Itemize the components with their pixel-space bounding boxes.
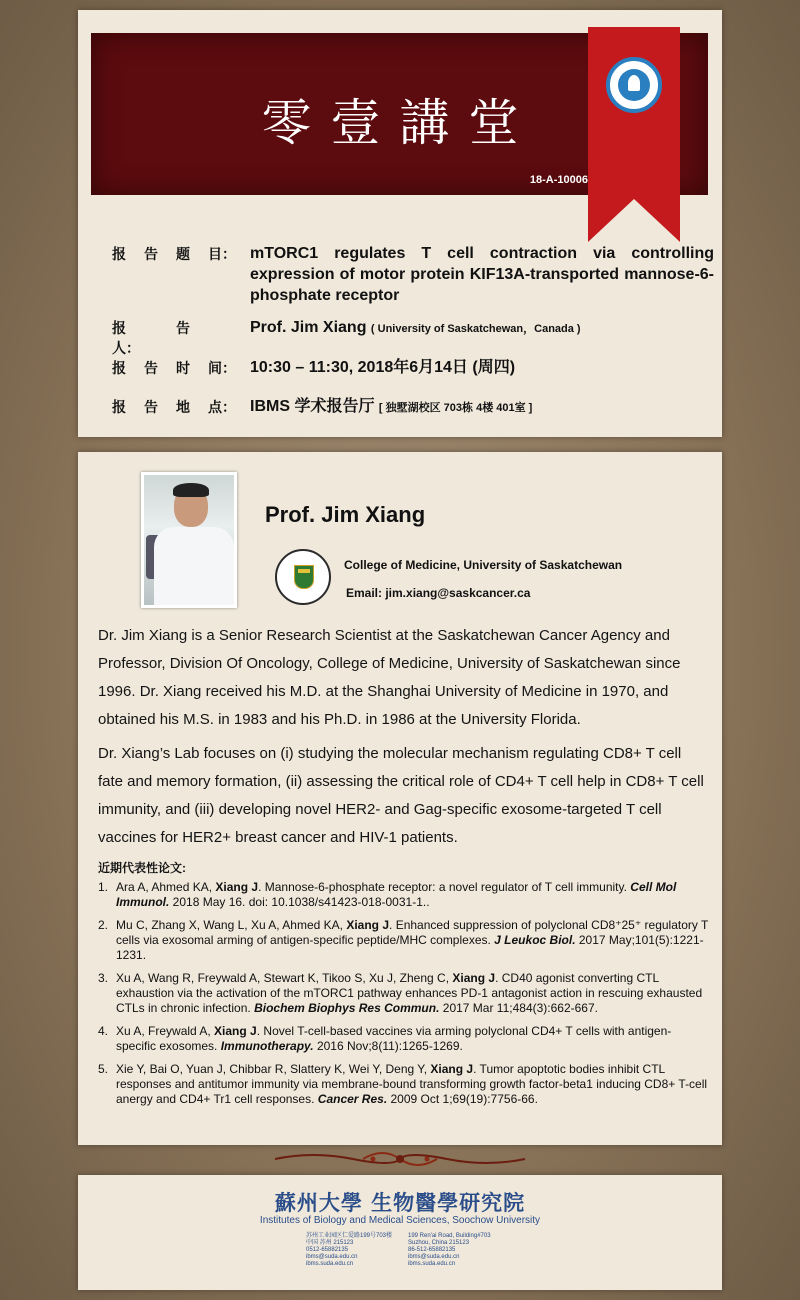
publication-item: 2. Mu C, Zhang X, Wang L, Xu A, Ahmed KA, Xiang J. Enhanced suppression of polyclonal CD8⁺25⁺ regulatory T cells via exosomal arming of antigen-specific peptide/MHC complexes. J Leukoc Biol. 2017 May;101(5):1221-1231. <box>98 918 709 962</box>
footer-card <box>78 1175 722 1290</box>
speaker-label: 报 告人： <box>112 320 190 356</box>
publication-list <box>98 880 710 1115</box>
talk-topic: mTORC1 regulates T cell contraction via controlling expression of motor protein KIF13A-transported mannose-6-phosphate receptor <box>250 245 714 304</box>
profile-name: Prof. Jim Xiang <box>265 502 426 527</box>
bio-paragraph-1: Dr. Jim Xiang is a Senior Research Scientist at the Saskatchewan Cancer Agency and Professor, Division Of Oncology, College of Medicine, University of Saskatchewan since 1996. Dr. Xiang received his M.D. at the Shanghai University of Medicine in 1970, and obtained his M.S. in 1983 and his Ph.D. in 1986 at the University Florida. <box>98 627 681 728</box>
publication-item: 5. Xie Y, Bai O, Yuan J, Chibbar R, Slattery K, Wei Y, Deng Y, Xiang J. Tumor apoptotic bodies inhibit CTL responses and antitumor immunity via membrane-bound transforming growth factor-beta1 inducing CD8+ T-cell anergy and CD4+ Tr1 cell responses. Cancer Res. 2009 Oct 1;69(19):7756-66. <box>98 1062 708 1106</box>
topic-label: 报 告 题 目： <box>112 246 236 262</box>
address-en: 199 Ren'ai Road, Building#703 Suzhou, China 215123 86-512-65882135 ibms@suda.edu.cn ibms.suda.edu.cn <box>408 1233 491 1267</box>
talk-time: 10:30 – 11:30, 2018年6月14日 (周四) <box>250 359 516 376</box>
bio-paragraph-2: Dr. Xiang’s Lab focuses on (i) studying the molecular mechanism regulating CD8+ T cell fate and memory formation, (ii) assessing the critical role of CD4+ T cell help in CD8+ T cell immunity, and (iii) developing novel HER2- and Gag-specific exosome-targeted T cell vaccines for HER2+ breast cancer and HIV-1 patients. <box>98 745 704 846</box>
place-detail: [ 独墅湖校区 703栋 4楼 401室 ] <box>378 402 533 414</box>
speaker-name: Prof. Jim Xiang <box>250 319 367 336</box>
talk-card <box>78 10 722 437</box>
publication-item: 3. Xu A, Wang R, Freywald A, Stewart K, Tikoo S, Xu J, Zheng C, Xiang J. CD40 agonist converting CTL exhaustion via the activation of the mTORC1 pathway enhances PD-1 antagonist action in rescuing exhausted CTLs in chronic infection. Biochem Biophys Res Commun. 2017 Mar 11;484(3):662-667. <box>98 971 703 1015</box>
college: College of Medicine, University of Saskatchewan <box>344 558 623 572</box>
speaker <box>250 317 714 340</box>
banner-title: 零壹講堂 <box>261 94 538 152</box>
publication-item: 1. Ara A, Ahmed KA, Xiang J. Mannose-6-phosphate receptor: a novel regulator of T cell immunity. Cell Mol Immunol. 2018 May 16. doi: 10.1038/s41423-018-0031-1.. <box>98 880 677 909</box>
institute-name-cn: 蘇州大學 生物醫學研究院 <box>274 1190 526 1215</box>
ibms-seal-icon <box>606 57 662 113</box>
usask-crest-icon <box>275 549 331 605</box>
speaker-photo <box>141 472 237 608</box>
publications-title: 近期代表性论文: <box>98 861 186 875</box>
ornament-divider-icon <box>273 1149 527 1169</box>
ribbon <box>588 27 680 242</box>
time-label: 报 告 时 间： <box>112 360 236 376</box>
place-room: IBMS 学术报告厅 <box>250 398 375 415</box>
talk-place <box>250 396 714 419</box>
place-label: 报 告 地 点： <box>112 399 236 415</box>
email: Email: jim.xiang@saskcancer.ca <box>346 586 531 600</box>
address-cn: 苏州工业园区仁爱路199号703楼 中国 苏州 215123 0512-65882135 ibms@suda.edu.cn ibms.suda.edu.cn <box>306 1233 393 1267</box>
event-code: 18-A-10006 <box>529 174 588 186</box>
profile-card <box>78 452 722 1145</box>
speaker-affiliation: ( University of Saskatchewan，Canada ) <box>370 323 581 335</box>
publication-item: 4. Xu A, Freywald A, Xiang J. Novel T-cell-based vaccines via arming polyclonal CD4+ T cells with antigen-specific exosomes. Immunotherapy. 2016 Nov;8(11):1265-1269. <box>98 1024 672 1053</box>
institute-name-en: Institutes of Biology and Medical Sciences, Soochow University <box>259 1215 541 1226</box>
